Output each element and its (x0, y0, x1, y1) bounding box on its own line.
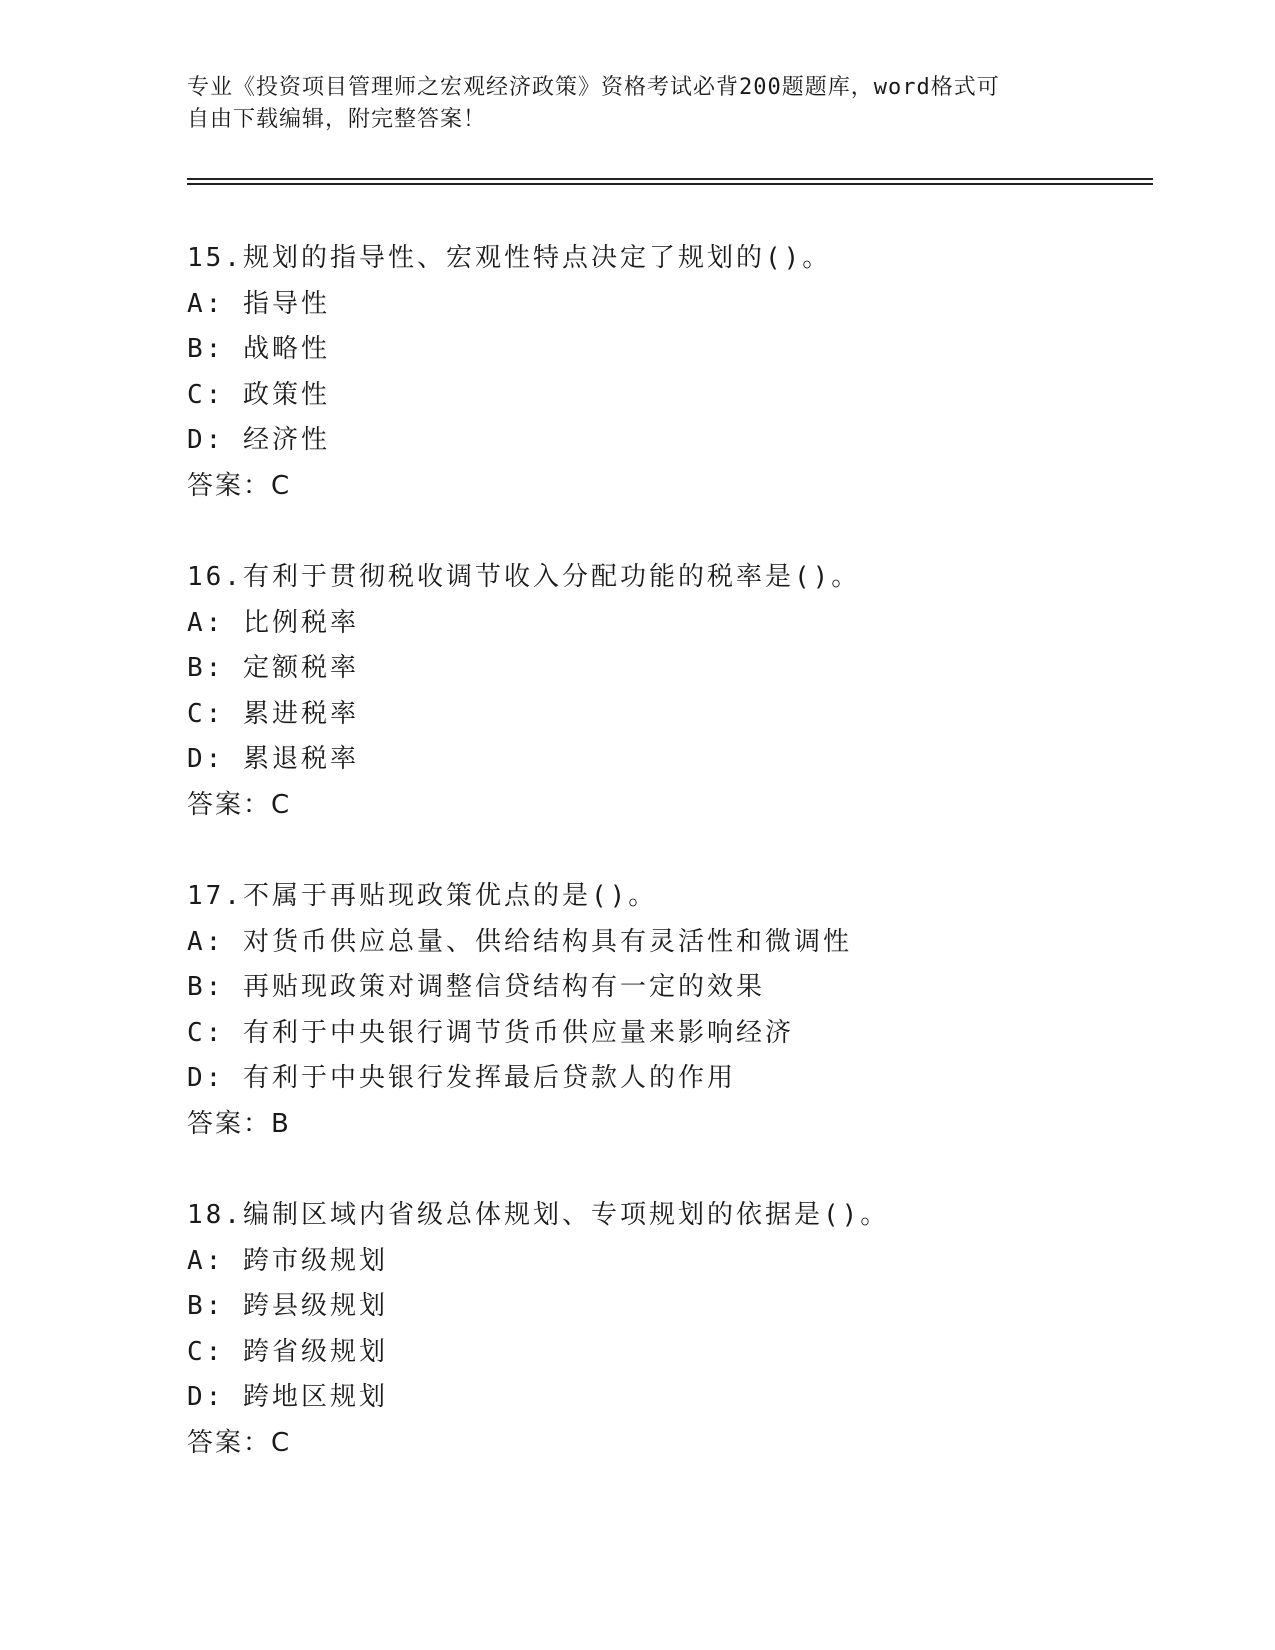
question-block (187, 874, 1147, 1147)
option-b: B: 战略性 (187, 334, 330, 364)
question-stem: 15.规划的指导性、宏观性特点决定了规划的()。 (187, 243, 832, 273)
answer-line: 答案：C (187, 789, 292, 820)
answer-line: 答案：B (187, 1108, 291, 1139)
option-d: D: 跨地区规划 (187, 1382, 388, 1412)
option-a: A: 跨市级规划 (187, 1245, 388, 1276)
question-stem: 16.有利于贯彻税收调节收入分配功能的税率是()。 (187, 562, 861, 592)
option-a: A: 对货币供应总量、供给结构具有灵活性和微调性 (187, 926, 852, 957)
question-stem: 18.编制区域内省级总体规划、专项规划的依据是()。 (187, 1200, 890, 1230)
option-c: C: 跨省级规划 (187, 1336, 388, 1367)
header-line-2: 自由下载编辑，附完整答案！ (187, 107, 487, 132)
option-a: A: 指导性 (187, 288, 330, 319)
option-b: B: 定额税率 (187, 653, 359, 683)
question-block (187, 236, 1147, 509)
option-d: D: 有利于中央银行发挥最后贷款人的作用 (187, 1063, 736, 1093)
answer-line: 答案：C (187, 470, 292, 501)
header-divider-top (187, 178, 1153, 180)
header-divider-bottom (187, 183, 1153, 185)
option-d: D: 累退税率 (187, 744, 359, 774)
option-c: C: 政策性 (187, 379, 330, 410)
option-b: B: 再贴现政策对调整信贷结构有一定的效果 (187, 972, 765, 1002)
option-c: C: 累进税率 (187, 698, 359, 729)
header-line-1: 专业《投资项目管理师之宏观经济政策》资格考试必背200题题库，word格式可 (187, 75, 1000, 100)
question-block (187, 555, 1147, 828)
question-block (187, 1193, 1147, 1466)
option-d: D: 经济性 (187, 425, 330, 455)
option-a: A: 比例税率 (187, 607, 359, 638)
option-b: B: 跨县级规划 (187, 1291, 388, 1321)
option-c: C: 有利于中央银行调节货币供应量来影响经济 (187, 1017, 794, 1048)
answer-line: 答案：C (187, 1427, 292, 1458)
document-header (187, 72, 1067, 136)
question-stem: 17.不属于再贴现政策优点的是()。 (187, 881, 658, 911)
